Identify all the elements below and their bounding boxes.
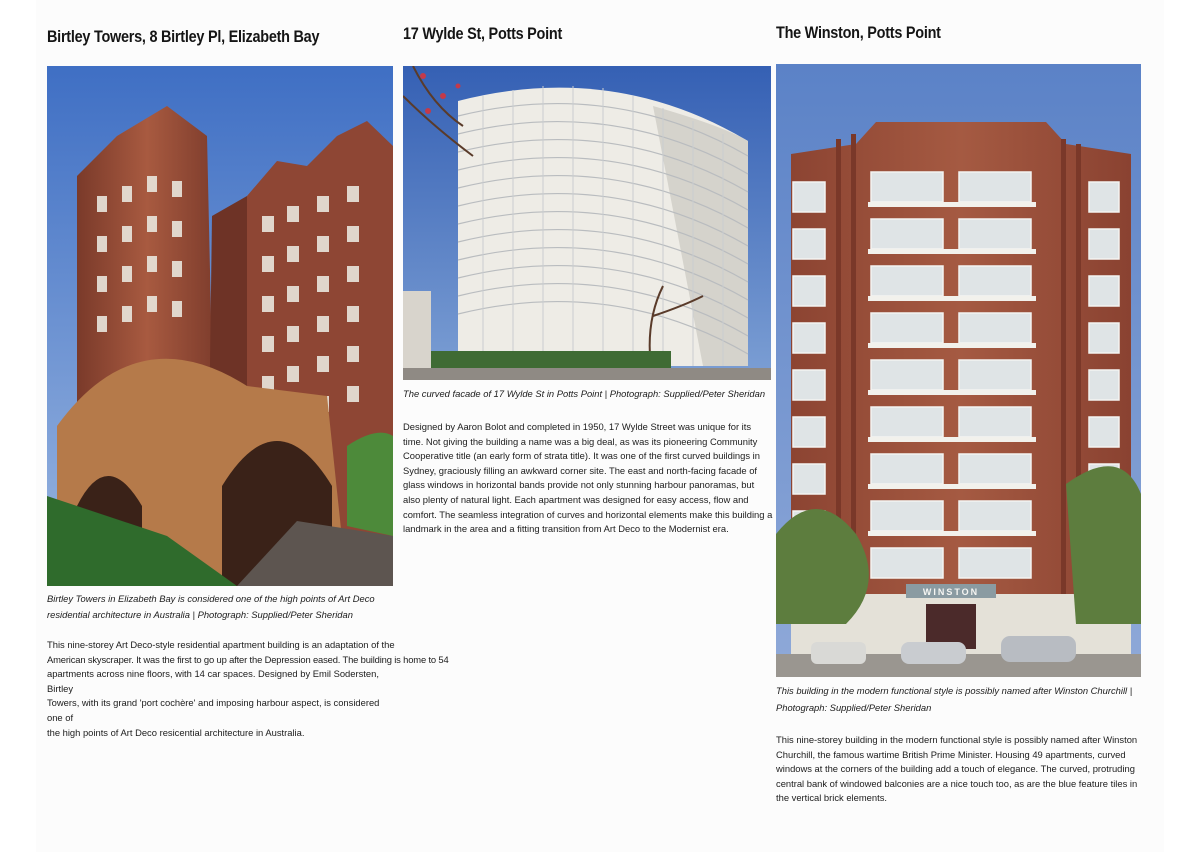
body-the-winston: This nine-storey building in the modern functional style is possibly named after Winston Churchill, the famous wartime British Prime Minister. Housing 49 apartments, curved windows at the corners of the building add a touch of elegance. The curved, protruding central bank of windowed balconies are a nice touch too, as are the blue feature tiles in the vertical brick elements. [776,734,1138,804]
photo-the-winston [776,64,1141,677]
heading-birtley-towers: Birtley Towers, 8 Birtley Pl, Elizabeth Bay [47,27,320,46]
winston-sign-text: WINSTON [922,587,980,597]
article-page [36,0,1164,852]
body-wylde-st: Designed by Aaron Bolot and completed in 1950, 17 Wylde Street was unique for its time. Not giving the building a name was a big deal, as was its pioneering Community Cooperative title (an early form of strata title). It was one of the first curved buildings in Sydney, graciously filling an awkward corner site. The east and north-facing facade of glass windows in horizontal bands provide not only stunning harbour panoramas, but also plenty of natural light. Each apartment was designed for easy access, flow and comfort. The seamless integration of curves and horizontal elements make this building a landmark in the area and a fitting transition from Art Deco to the Modernist era. [403,421,773,535]
body-line: Towers, with its grand 'port cochère' and imposing harbour aspect, is considered one of [47,697,380,723]
body-line: apartments across nine floors, with 14 car spaces. Designed by Emil Sodersten, Birtley [47,668,379,694]
body-birtley-towers [47,638,449,740]
heading-wylde-st: 17 Wylde St, Potts Point [403,24,563,43]
body-line: the high points of Art Deco resicential architecture in Australia. [47,726,305,738]
wylde-st-illustration [403,66,771,380]
birtley-towers-illustration [47,66,393,586]
heading-the-winston: The Winston, Potts Point [776,23,941,42]
photo-birtley-towers [47,66,393,586]
body-line: This nine-storey Art Deco-style residential apartment building is an adaptation of the [47,639,395,650]
the-winston-illustration [776,64,1141,677]
caption-birtley-towers: Birtley Towers in Elizabeth Bay is considered one of the high points of Art Deco residential architecture in Australia | Photograph: Supplied/Peter Sheridan [47,593,375,620]
caption-wylde-st: The curved facade of 17 Wylde St in Potts Point | Photograph: Supplied/Peter Sheridan [403,388,766,399]
caption-the-winston: This building in the modern functional style is possibly named after Winston Churchill | Photograph: Supplied/Peter Sheridan [776,685,1133,713]
photo-wylde-st [403,66,771,380]
body-line: American skyscraper. It was the first to go up after the Depression eased. The building is home to 54 [47,653,449,665]
